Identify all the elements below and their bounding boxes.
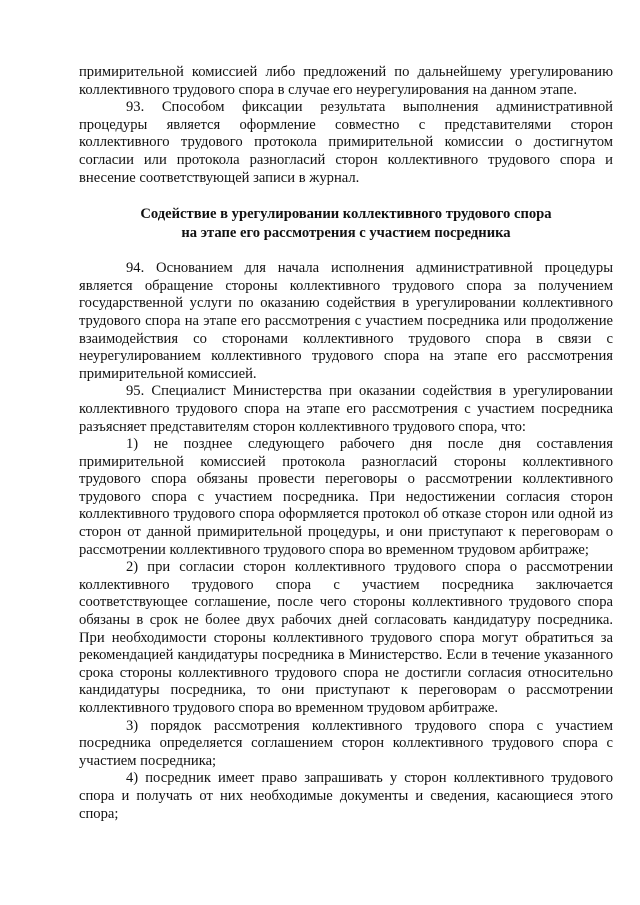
paragraph-95: 95. Специалист Министерства при оказании содействия в урегулировании коллективного трудового спора на этапе его рассмотрения с участием посредника разъясняет представителям сторон коллективного трудового спора, что: xyxy=(79,383,613,435)
list-item-2: 2) при согласии сторон коллективного трудового спора о рассмотрении коллективного трудового спора с участием посредника заключается соответствующее соглашение, после чего стороны коллективного трудового спора обязаны в срок не более двух рабочих дней согласовать кандидатуру посредника. При необходимости стороны коллективного трудового спора могут обратиться за рекомендацией кандидатуры посредника в Министерство. Если в течение указанного срока стороны коллективного трудового спора не достигли согласия относительно кандидатуры посредника, то они приступают к переговорам о рассмотрении коллективного трудового спора во временном трудовом арбитраже. xyxy=(79,559,613,716)
section-heading-line-1: Содействие в урегулировании коллективного трудового спора xyxy=(140,206,552,223)
paragraph-93: 93. Способом фиксации результата выполнения административной процедуры является оформление совместно с представителями сторон коллективного трудового протокола примирительной комиссии о достигнутом согласии или протокола разногласий сторон коллективного трудового спора и внесение соответствующей записи в журнал. xyxy=(79,99,613,186)
list-item-4: 4) посредник имеет право запрашивать у сторон коллективного трудового спора и получать от них необходимые документы и сведения, касающиеся этого спора; xyxy=(79,770,613,822)
paragraph-94: 94. Основанием для начала исполнения административной процедуры является обращение стороны коллективного трудового спора за получением государственной услуги по оказанию содействия в урегулировании коллективного трудового спора на этапе его рассмотрения с участием посредника или продолжение взаимодействия со сторонами коллективного трудового спора в связи с неурегулированием коллективного трудового спора на этапе его рассмотрения примирительной комиссией. xyxy=(79,260,613,382)
paragraph-continuation: примирительной комиссией либо предложений по дальнейшему урегулированию коллективного трудового спора в случае его неурегулирования на данном этапе. xyxy=(79,64,613,98)
section-heading xyxy=(79,205,613,242)
list-item-3: 3) порядок рассмотрения коллективного трудового спора с участием посредника определяется соглашением сторон коллективного трудового спора с участием посредника; xyxy=(79,717,613,769)
list-item-1: 1) не позднее следующего рабочего дня после дня составления примирительной комиссией протокола разногласий стороны коллективного трудового спора обязаны провести переговоры о рассмотрении коллективного трудового спора с участием посредника. При недостижении согласия сторон коллективного трудового спора оформляется протокол об отказе сторон или одной из сторон от данной примирительной процедуры, и они приступают к переговорам о рассмотрении коллективного трудового спора во временном трудовом арбитраже; xyxy=(79,436,613,558)
document-page xyxy=(79,64,613,823)
section-heading-line-2: на этапе его рассмотрения с участием посредника xyxy=(181,224,511,241)
